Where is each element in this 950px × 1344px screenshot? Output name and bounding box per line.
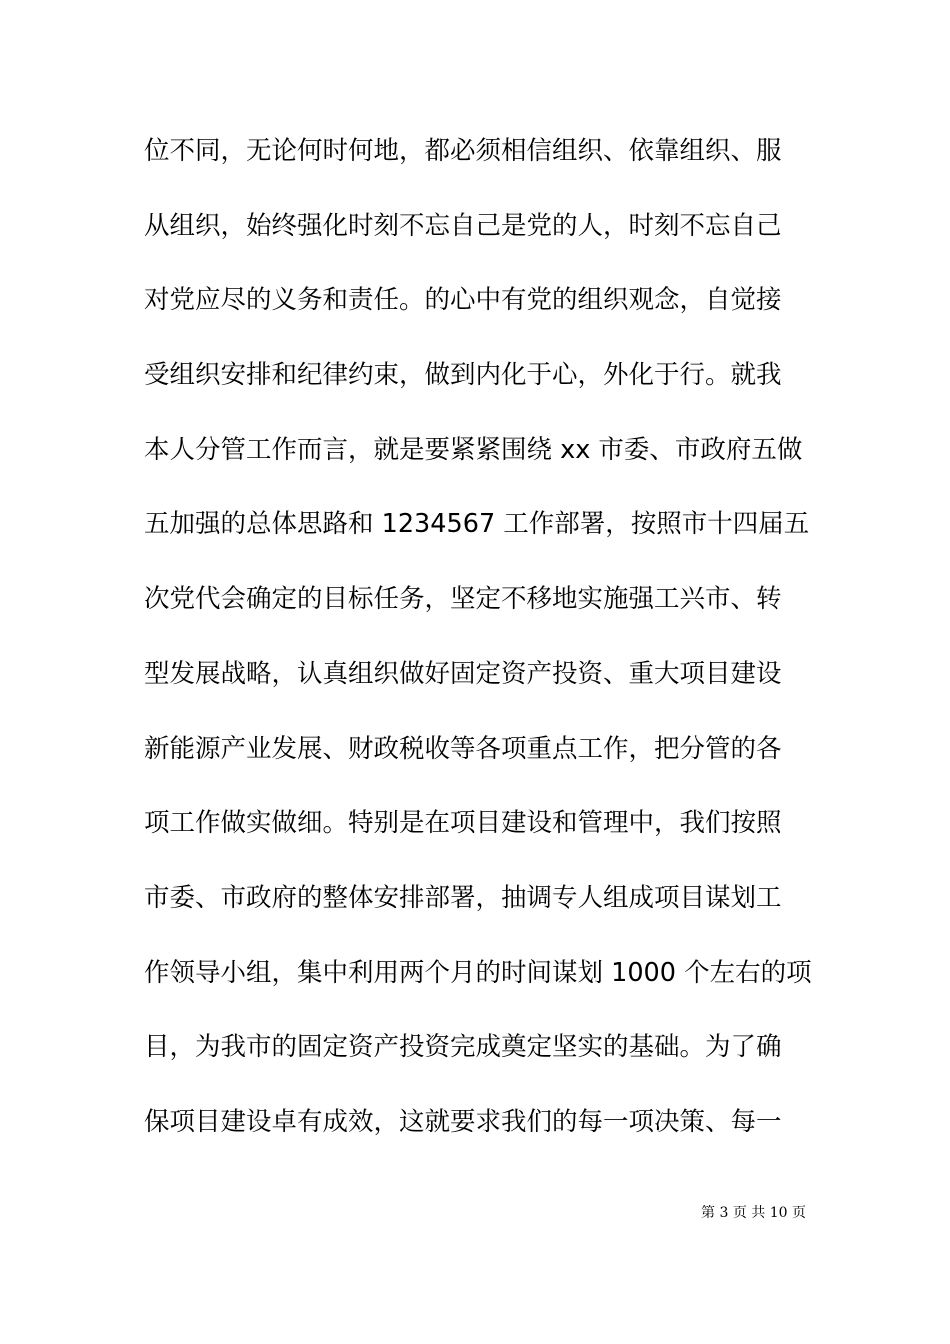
text-line: 五加强的总体思路和 1234567 工作部署，按照市十四届五 xyxy=(144,509,810,540)
text-line: 位不同，无论何时何地，都必须相信组织、依靠组织、服 xyxy=(144,136,782,166)
page-number-footer: 第 3 页 共 10 页 xyxy=(701,1205,806,1221)
text-line: 目，为我市的固定资产投资完成奠定坚实的基础。为了确 xyxy=(144,1032,782,1063)
text-line: 型发展战略，认真组织做好固定资产投资、重大项目建设 xyxy=(144,658,782,689)
text-line: 市委、市政府的整体安排部署，抽调专人组成项目谋划工 xyxy=(144,882,782,913)
text-line: 项工作做实做细。特别是在项目建设和管理中，我们按照 xyxy=(144,808,782,839)
text-line: 新能源产业发展、财政税收等各项重点工作，把分管的各 xyxy=(144,733,782,764)
text-line: 本人分管工作而言，就是要紧紧围绕 xx 市委、市政府五做 xyxy=(144,434,803,465)
body-text xyxy=(144,114,814,1160)
text-line: 次党代会确定的目标任务，坚定不移地实施强工兴市、转 xyxy=(144,584,782,615)
text-line: 保项目建设卓有成效，这就要求我们的每一项决策、每一 xyxy=(144,1106,782,1137)
text-line: 受组织安排和纪律约束，做到内化于心，外化于行。就我 xyxy=(144,360,782,391)
text-line: 对党应尽的义务和责任。的心中有党的组织观念，自觉接 xyxy=(144,285,782,316)
text-line: 从组织，始终强化时刻不忘自己是党的人，时刻不忘自己 xyxy=(144,210,782,241)
text-line: 作领导小组，集中利用两个月的时间谋划 1000 个左右的项 xyxy=(144,957,812,988)
